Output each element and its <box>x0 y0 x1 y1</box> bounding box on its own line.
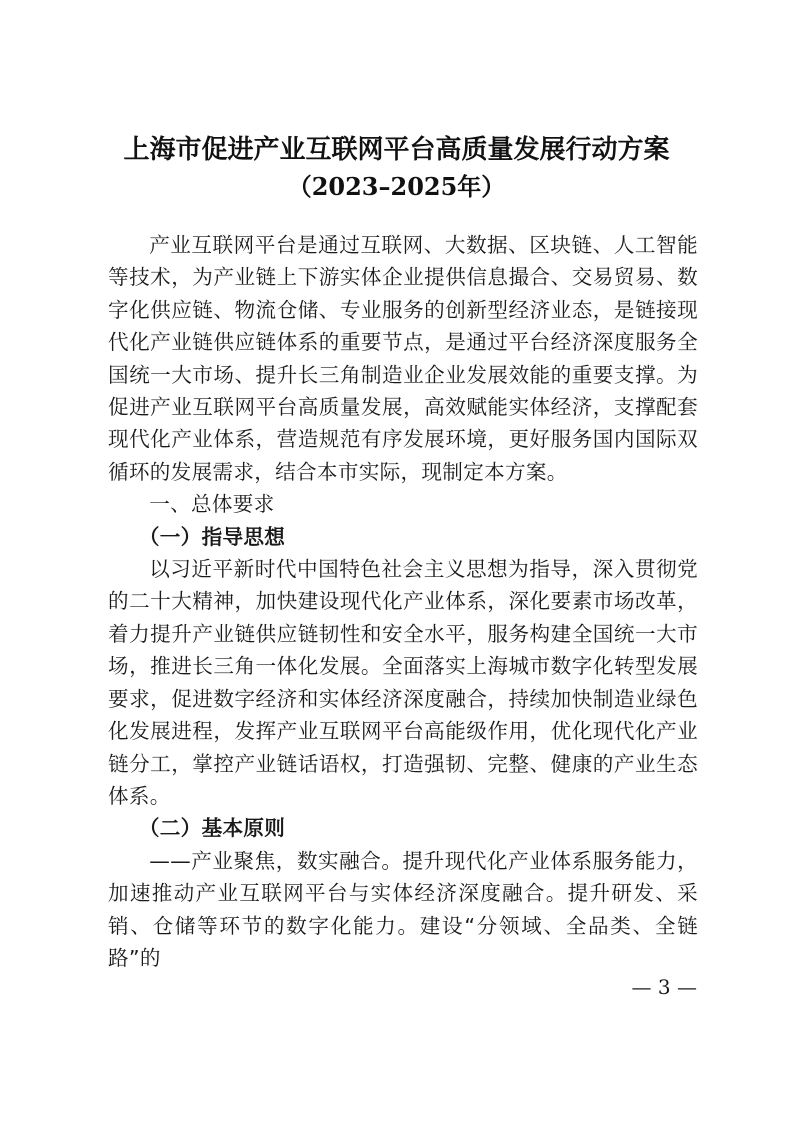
subsection-heading-basic-principles: （二）基本原则 <box>138 816 286 841</box>
document-subtitle: （2023–2025年） <box>287 172 506 201</box>
document-title: 上海市促进产业互联网平台高质量发展行动方案 <box>123 135 670 165</box>
guiding-ideology-paragraph: 以习近平新时代中国特色社会主义思想为指导，深入贯彻党的二十大精神，加快建设现代化产业体系，深化要素市场改革，着力提升产业链供应链韧性和安全水平，服务构建全国统一大市场，推进长三角一体化发展。全面落实上海城市数字化转型发展要求，促进数字经济和实体经济深度融合，持续加快制造业绿色化发展进程，发挥产业互联网平台高能级作用，优化现代化产业链分工，掌控产业链话语权，打造强韧、完整、健康的产业生态体系。 <box>108 557 698 808</box>
intro-paragraph: 产业互联网平台是通过互联网、大数据、区块链、人工智能等技术，为产业链上下游实体企业提供信息撮合、交易贸易、数字化供应链、物流仓储、专业服务的创新型经济业态，是链接现代化产业链供应链体系的重要节点，是通过平台经济深度服务全国统一大市场、提升长三角制造业企业发展效能的重要支撑。为促进产业互联网平台高质量发展，高效赋能实体经济，支撑配套现代化产业体系，营造规范有序发展环境，更好服务国内国际双循环的发展需求，结合本市实际，现制定本方案。 <box>108 233 698 484</box>
section-heading-general-requirements: 一、总体要求 <box>149 492 275 517</box>
basic-principles-paragraph: ——产业聚焦，数实融合。提升现代化产业体系服务能力，加速推动产业互联网平台与实体经济深度融合。提升研发、采销、仓储等环节的数字化能力。建设“分领域、全品类、全链路”的 <box>108 848 698 970</box>
subsection-heading-guiding-ideology: （一）指导思想 <box>138 524 286 549</box>
document-body <box>108 229 698 974</box>
page-number: — 3 — <box>631 975 697 999</box>
